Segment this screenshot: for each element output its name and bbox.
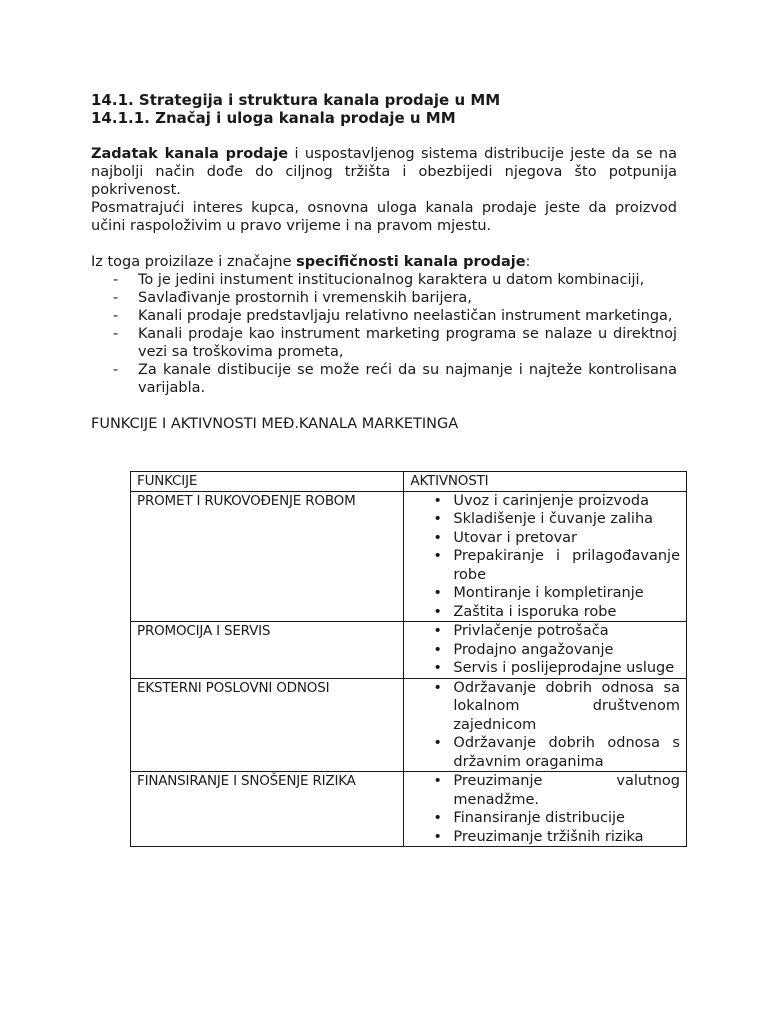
function-cell: EKSTERNI POSLOVNI ODNOSI [131, 678, 404, 772]
paragraph-role: Posmatrajući interes kupca, osnovna uloga kanala prodaje jeste da proizvod učini raspoloživim u pravo vrijeme i na pravom mjestu. [91, 200, 677, 234]
list-item: • Preuzimanje valutnog menadžme. [433, 773, 680, 808]
header-functions: FUNKCIJE [131, 472, 404, 492]
subsection-heading: 14.1.1. Značaj i uloga kanala prodaje u MM [91, 109, 456, 127]
activities-cell [404, 772, 687, 847]
activities-list [410, 679, 680, 772]
activities-cell [404, 678, 687, 772]
specifics-list [91, 271, 677, 397]
list-item: • Finansiranje distribucije [433, 810, 625, 826]
functions-table [130, 471, 687, 847]
list-item: • Skladišenje i čuvanje zaliha [433, 511, 654, 527]
table-row [131, 678, 687, 772]
activities-cell [404, 491, 687, 622]
paragraph-task: Zadatak kanala prodaje i uspostavljenog sistema distribucije jeste da se na najbolji način dođe do ciljnog tržišta i obezbijedi njegova što potpunija pokrivenost. [91, 146, 677, 198]
list-item: • Održavanje dobrih odnosa sa lokalnom društvenom zajednicom [433, 679, 680, 733]
list-item: • Servis i poslijeprodajne usluge [433, 660, 675, 676]
table-header-row [131, 472, 687, 492]
list-item: • Utovar i pretovar [433, 529, 578, 546]
list-item: - Kanali prodaje kao instrument marketing programa se nalaze u direktnoj vezi sa troškovima prometa, [113, 326, 677, 360]
table-row [131, 491, 687, 622]
table-row [131, 772, 687, 847]
document-body [91, 91, 677, 433]
list-item: • Prodajno angažovanje [433, 641, 614, 658]
list-item: • Prepakiranje i prilagođavanje robe [433, 548, 680, 583]
activities-list [410, 622, 680, 678]
list-item: • Preuzimanje tržišnih rizika [433, 828, 644, 845]
activities-list [410, 492, 680, 622]
table-row [131, 622, 687, 679]
function-cell: PROMET I RUKOVOĐENJE ROBOM [131, 491, 404, 622]
list-item: - Za kanale distibucije se može reći da su najmanje i najteže kontrolisana varijabla. [113, 362, 677, 396]
section-heading: 14.1. Strategija i struktura kanala prodaje u MM [91, 91, 501, 109]
function-cell: FINANSIRANJE I SNOŠENJE RIZIKA [131, 772, 404, 847]
list-item: - To je jedini instument institucionalnog karaktera u datom kombinaciji, [113, 272, 645, 288]
list-item: • Zaštita i isporuka robe [433, 603, 617, 620]
table-title: FUNKCIJE I AKTIVNOSTI MEĐ.KANALA MARKETINGA [91, 416, 459, 432]
list-item: • Uvoz i carinjenje proizvoda [433, 492, 649, 509]
list-item: - Kanali prodaje predstavljaju relativno neelastičan instrument marketinga, [113, 308, 673, 324]
header-activities: AKTIVNOSTI [404, 472, 687, 492]
list-item: - Savlađivanje prostornih i vremenskih barijera, [113, 290, 472, 306]
list-item: • Održavanje dobrih odnosa s državnim oraganima [433, 735, 680, 770]
paragraph-specifics-intro: Iz toga proizilaze i značajne specifičnosti kanala prodaje: [91, 254, 531, 270]
activities-cell [404, 622, 687, 679]
list-item: • Privlačenje potrošača [433, 623, 609, 639]
function-cell: PROMOCIJA I SERVIS [131, 622, 404, 679]
activities-list [410, 772, 680, 846]
list-item: • Montiranje i kompletiranje [433, 585, 644, 601]
